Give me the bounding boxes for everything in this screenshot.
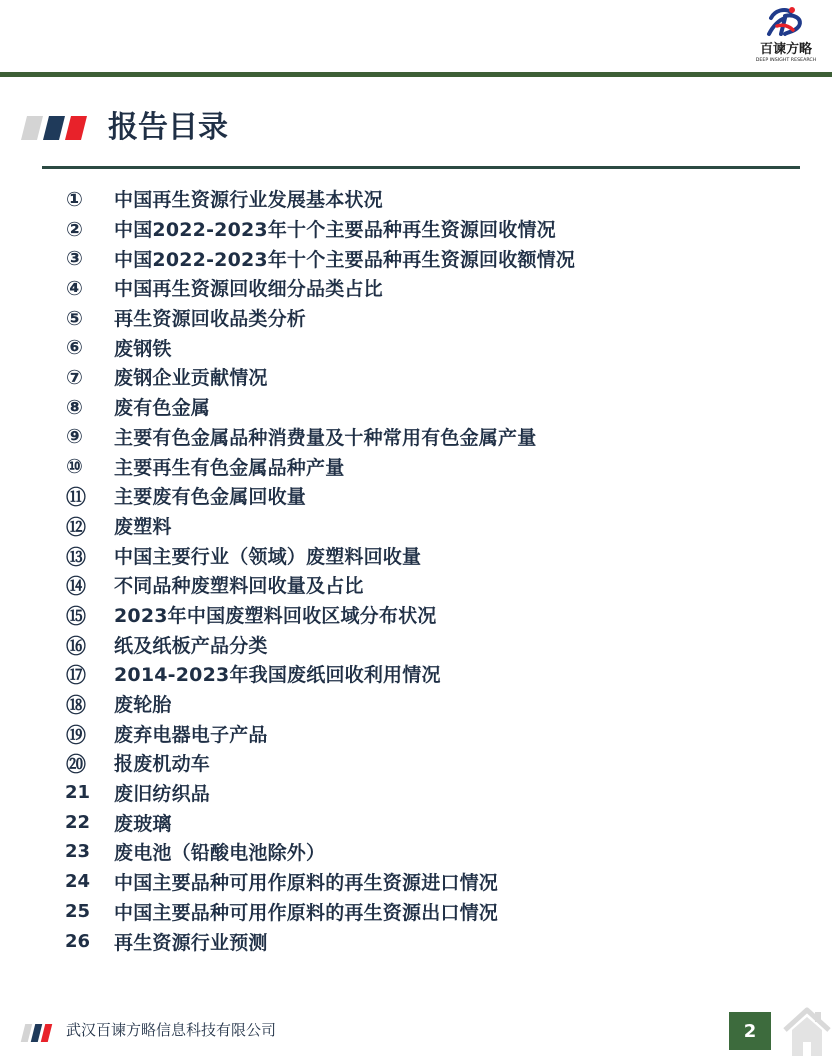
toc-item-number: ⑲ [66,722,86,747]
toc-item-number: ⑨ [66,424,83,449]
toc-item [62,659,575,689]
toc-item-title: 废钢铁 [114,337,172,360]
toc-item-title: 2023年中国废塑料回收区域分布状况 [114,604,437,627]
toc-item-number: ⑬ [66,544,86,569]
logo-chinese-name: 百谏方略 [759,42,812,57]
toc-item [62,600,575,630]
toc-item-title: 2014-2023年我国废纸回收利用情况 [114,664,441,687]
toc-item-number: 25 [65,900,91,922]
toc-item-title: 中国主要品种可用作原料的再生资源进口情况 [114,872,499,895]
toc-item-number: ④ [66,275,83,300]
decor-red-bar [65,116,87,140]
toc-item [62,540,575,570]
home-icon[interactable] [782,1000,832,1058]
toc-item-title: 主要再生有色金属品种产量 [114,456,345,479]
toc-item [62,273,575,303]
toc-item-title: 主要废有色金属回收量 [114,486,307,509]
logo-mark-icon [763,4,809,44]
toc-item [62,243,575,273]
toc-item-number: ③ [66,246,83,271]
toc-item [62,214,575,244]
toc-item [62,303,575,333]
toc-item [62,451,575,481]
toc-item-title: 废塑料 [114,515,172,538]
toc-item-number: ⑧ [66,394,83,419]
company-logo [754,4,818,68]
toc-item-title: 中国2022-2023年十个主要品种再生资源回收额情况 [114,248,576,271]
toc-item-title: 废电池（铅酸电池除外） [114,842,326,865]
toc-item-number: 26 [65,930,91,952]
header-bar [0,72,832,77]
toc-item-number: ⑪ [66,485,86,510]
toc-item [62,926,575,956]
title-decoration [22,116,102,140]
toc-item [62,778,575,808]
toc-item-title: 废弃电器电子产品 [114,723,268,746]
toc-item-title: 废玻璃 [114,812,172,835]
toc-item-number: 21 [65,782,91,804]
toc-item-title: 废钢企业贡献情况 [114,367,268,390]
toc-item-number: ⑩ [66,454,83,479]
toc-item-number: ⑤ [66,305,83,330]
toc-item-number: ② [66,216,83,241]
toc-item-title: 主要有色金属品种消费量及十种常用有色金属产量 [114,426,537,449]
toc-item-number: 23 [65,841,91,863]
table-of-contents [62,184,575,956]
decor-navy-bar [43,116,65,140]
toc-item-number: ⑯ [66,633,86,658]
toc-item [62,867,575,897]
toc-item [62,897,575,927]
toc-item [62,392,575,422]
title-divider [42,166,800,169]
toc-item [62,184,575,214]
toc-item [62,718,575,748]
toc-item [62,362,575,392]
toc-item [62,748,575,778]
toc-item-title: 再生资源行业预测 [114,931,268,954]
toc-item-number: 24 [65,871,91,893]
toc-item [62,689,575,719]
footer-red-bar [41,1024,52,1042]
toc-item-number: ⑫ [66,514,86,539]
toc-item-title: 废有色金属 [114,397,211,420]
company-name: 武汉百谏方略信息科技有限公司 [66,1021,277,1039]
toc-item-number: ⑦ [66,364,83,389]
toc-item-title: 中国主要行业（领域）废塑料回收量 [114,545,422,568]
toc-item-number: ⑥ [66,335,83,360]
toc-item [62,511,575,541]
toc-item [62,422,575,452]
toc-item-title: 中国再生资源行业发展基本状况 [114,189,383,212]
toc-item-title: 纸及纸板产品分类 [114,634,268,657]
toc-item-title: 中国主要品种可用作原料的再生资源出口情况 [114,901,499,924]
toc-item-title: 不同品种废塑料回收量及占比 [114,575,364,598]
page-title: 报告目录 [108,110,228,145]
page-number: 2 [729,1012,771,1050]
toc-item [62,629,575,659]
toc-item-title: 报废机动车 [114,753,211,776]
toc-item-number: ⑮ [66,603,86,628]
footer-decoration [22,1024,62,1044]
decor-gray-bar [21,116,43,140]
toc-item [62,481,575,511]
toc-item-number: ⑳ [66,752,86,777]
toc-item [62,837,575,867]
toc-item-title: 中国2022-2023年十个主要品种再生资源回收情况 [114,219,556,242]
toc-item-number: ① [66,186,83,211]
toc-item-title: 再生资源回收品类分析 [114,308,307,331]
toc-item [62,807,575,837]
toc-item-title: 废轮胎 [114,694,172,717]
toc-item-number: ⑭ [66,574,86,599]
toc-item-number: ⑰ [66,663,86,688]
toc-item-number: ⑱ [66,693,86,718]
toc-item-title: 中国再生资源回收细分品类占比 [114,278,383,301]
toc-item [62,570,575,600]
toc-item [62,332,575,362]
logo-english-name: DEEP INSIGHT RESEARCH [755,57,817,63]
toc-item-title: 废旧纺织品 [114,783,211,806]
toc-item-number: 22 [65,811,91,833]
